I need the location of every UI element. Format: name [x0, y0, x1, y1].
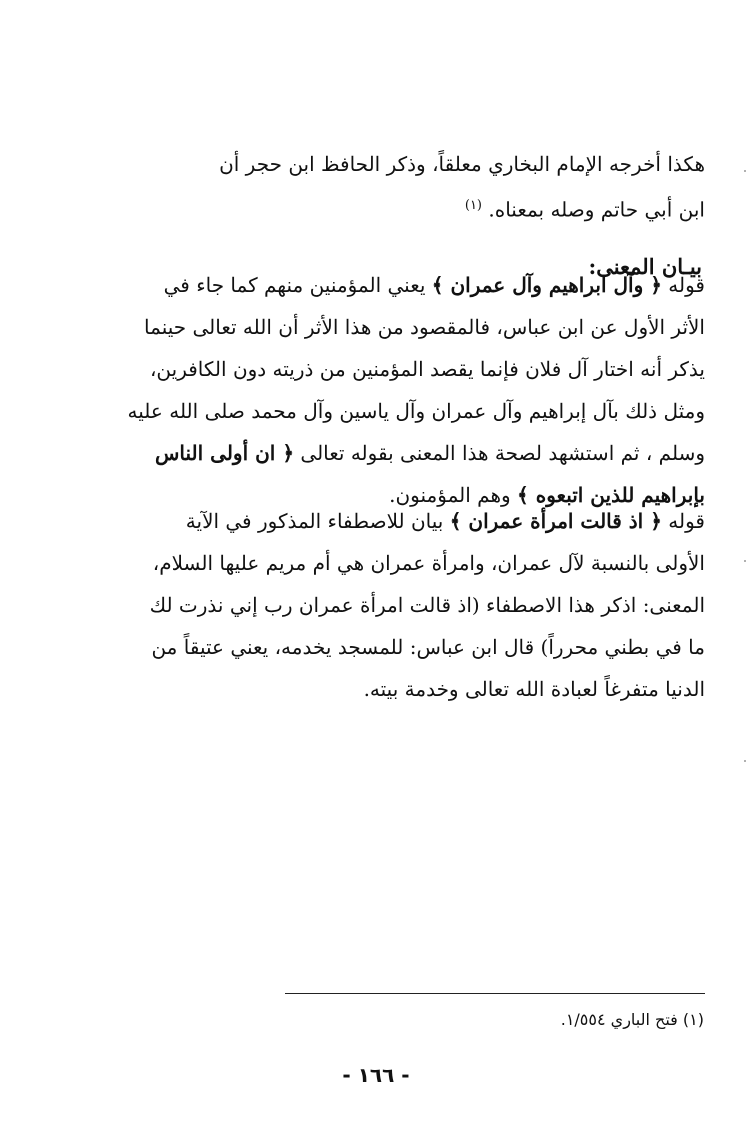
p1-line-3: يذكر أنه اختار آل فلان فإنما يقصد المؤمنين من ذريته دون الكافرين، [149, 357, 705, 381]
meaning-paragraph-1 [90, 264, 705, 516]
scan-speck [744, 170, 746, 172]
p2-text: بيان للاصطفاء المذكور في الآية [185, 509, 444, 533]
p2-line-5: الدنيا متفرغاً لعبادة الله تعالى وخدمة بيته. [363, 677, 705, 701]
p1-text: قوله [668, 273, 705, 297]
quran-quote: ﴿ اذ قالت امرأة عمران ﴾ [449, 509, 662, 533]
footnote-divider [285, 993, 705, 994]
p2-line-1 [90, 500, 705, 542]
intro-paragraph [90, 143, 705, 231]
p1-text: وسلم ، ثم استشهد لصحة هذا المعنى بقوله تعالى [300, 441, 705, 465]
scan-speck [744, 560, 746, 562]
page-number: - ١٦٦ - [342, 1063, 410, 1087]
footnote-reference: (١) [464, 198, 482, 213]
p1-line-4: ومثل ذلك بآل إبراهيم وآل عمران وآل ياسين وآل محمد صلى الله عليه [127, 399, 705, 423]
p1-line-2: الأثر الأول عن ابن عباس، فالمقصود من هذا الأثر أن الله تعالى حينما [144, 315, 705, 339]
p2-line-4: ما في بطني محرراً) قال ابن عباس: للمسجد يخدمه، يعني عتيقاً من [151, 635, 705, 659]
p1-text: وهم المؤمنون. [389, 483, 511, 507]
p1-line-5 [90, 432, 705, 474]
section-heading: بيـان المعنى: [588, 254, 702, 279]
p1-text: يعني المؤمنين منهم كما جاء في [163, 273, 426, 297]
p2-line-3: المعنى: اذكر هذا الاصطفاء (اذ قالت امرأة عمران رب إني نذرت لك [149, 593, 705, 617]
scan-speck [744, 760, 746, 762]
quran-quote: بإبراهيم للذين اتبعوه ﴾ [517, 483, 705, 507]
intro-line-1: هكذا أخرجه الإمام البخاري معلقاً، وذكر الحافظ ابن حجر أن [219, 152, 705, 176]
footnote: (١) فتح الباري ١/٥٥٤. [560, 1010, 704, 1029]
p1-line-1 [90, 264, 705, 306]
quran-quote: ﴿ ان أولى الناس [155, 441, 295, 465]
p2-line-2: الأولى بالنسبة لآل عمران، وامرأة عمران هي أم مريم عليها السلام، [152, 551, 705, 575]
p2-text: قوله [668, 509, 705, 533]
meaning-paragraph-2 [90, 500, 705, 710]
intro-line-2-text: ابن أبي حاتم وصله بمعناه. [488, 197, 705, 222]
quran-quote: ﴿ وآل ابراهيم وآل عمران ﴾ [431, 273, 662, 297]
intro-line-2 [90, 185, 705, 231]
